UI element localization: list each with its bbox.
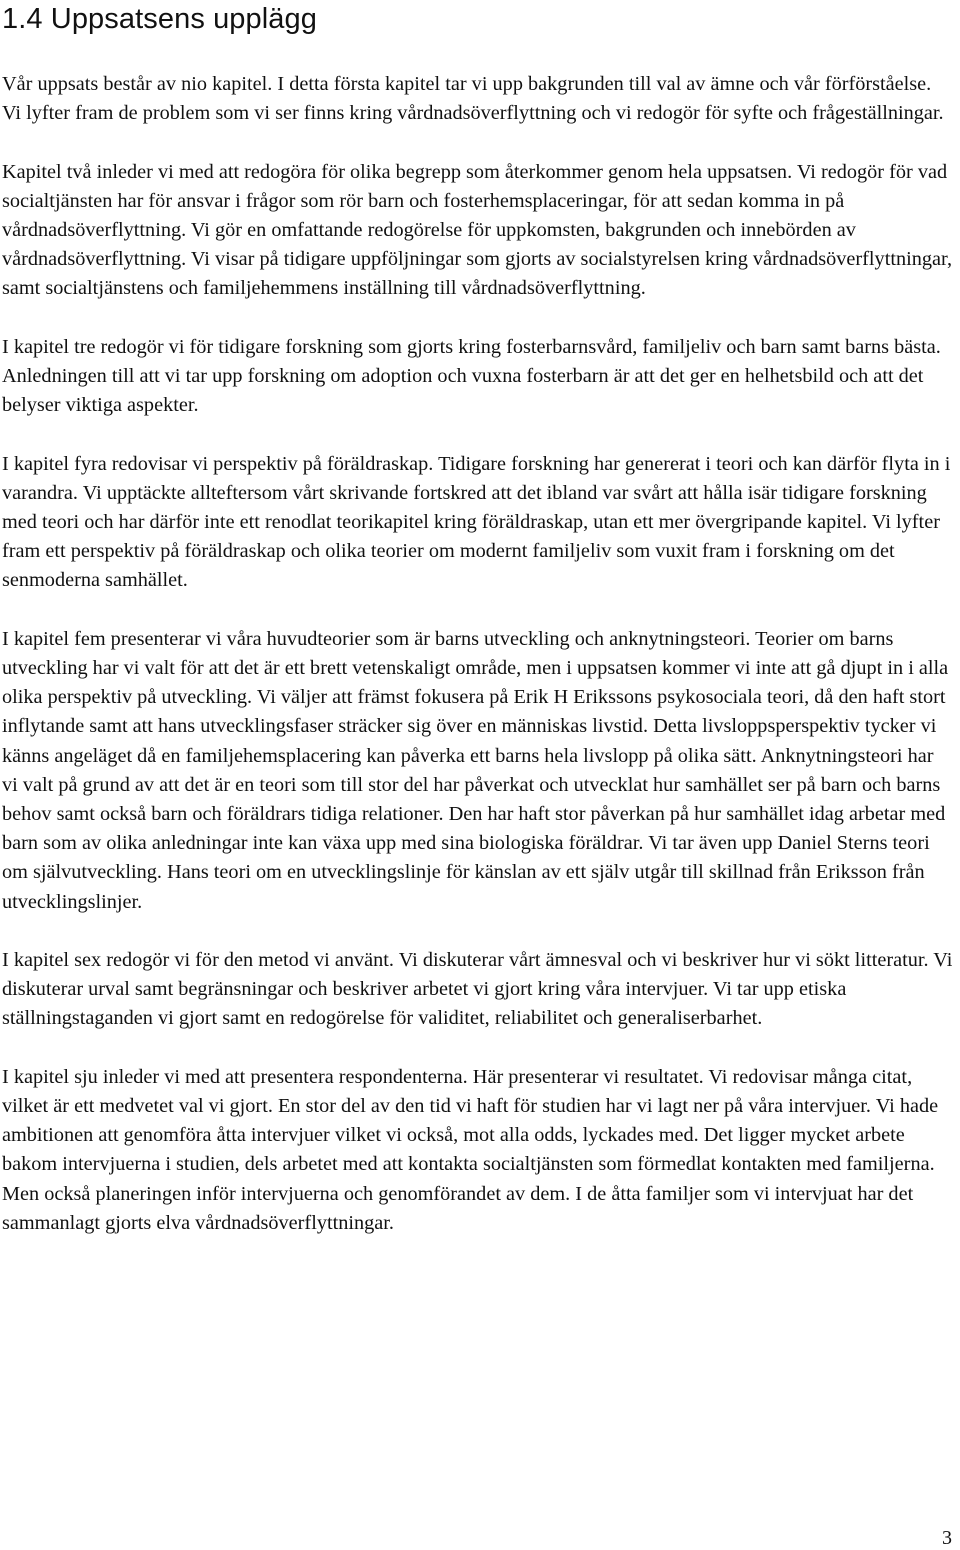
body-text [2, 70, 954, 1238]
page-number: 3 [942, 1527, 952, 1549]
paragraph-chapter-six: I kapitel sex redogör vi för den metod vi använt. Vi diskuterar vårt ämnesval och vi beskriver hur vi sökt litteratur. Vi diskuterar urval samt begränsningar och beskriver arbetet vi gjort kring våra intervjuer. Vi tar upp etiska ställningstaganden vi gjort samt en redogörelse för validitet, reliabilitet och generaliserbarhet. [2, 949, 953, 1030]
paragraph-chapter-five: I kapitel fem presenterar vi våra huvudteorier som är barns utveckling och anknytningsteori. Teorier om barns utveckling har vi valt för att det är ett brett vetenskaligt område, men i uppsatsen kommer vi inte att gå djupt in i alla olika perspektiv på utveckling. Vi väljer att främst fokusera på Erik H Erikssons psykosociala teori, då den haft stort inflytande samt att hans utvecklingsfaser sträcker sig över en människas livstid. Detta livsloppsperspektiv tycker vi känns angeläget då en familjehemsplacering kan påverka ett barns hela livslopp på olika sätt. Anknytningsteori har vi valt på grund av att det är en teori som till stor del har påverkat och utvecklat hur samhället ser på barn och barns behov samt också barn och föräldrars tidiga relationer. Den har haft stor påverkan på hur samhället idag arbetar med barn som av olika anledningar inte kan växa upp med sina biologiska föräldrar. Vi tar även upp Daniel Sterns teori om självutveckling. Hans teori om en utvecklingslinje för känslan av ett själv utgår till skillnad från Eriksson från utvecklingslinjer. [2, 627, 949, 913]
paragraph-chapter-three: I kapitel tre redogör vi för tidigare forskning som gjorts kring fosterbarnsvård, familjeliv och barn samt barns bästa. Anledningen till att vi tar upp forskning om adoption och vuxna fosterbarn är att det ger en helhetsbild och att det belyser viktiga aspekter. [2, 335, 941, 417]
paragraph-chapter-four: I kapitel fyra redovisar vi perspektiv på föräldraskap. Tidigare forskning har genererat i teori och kan därför flyta in i varandra. Vi upptäckte allteftersom vårt skrivande fortskred att det ibland var svårt att hålla isär tidigare forskning med teori och har därför inte ett renodlat teorikapitel kring föräldraskap, utan ett mer övergripande kapitel. Vi lyfter fram ett perspektiv på föräldraskap och olika teorier om modernt familjeliv som vuxit fram i forskning om det senmoderna samhället. [2, 452, 951, 592]
paragraph-chapter-two: Kapitel två inleder vi med att redogöra för olika begrepp som återkommer genom hela uppsatsen. Vi redogör för vad socialtjänsten har för ansvar i frågor som rör barn och fosterhemsplaceringar, för att sedan komma in på vårdnadsöverflyttning. Vi gör en omfattande redogörelse för uppkomsten, bakgrunden och innebörden av vårdnadsöverflyttning. Vi visar på tidigare uppföljningar som gjorts av socialstyrelsen kring vårdnadsöverflyttningar, samt socialtjänstens och familjehemmens inställning till vårdnadsöverflyttning. [2, 160, 953, 300]
section-title: 1.4 Uppsatsens upplägg [2, 3, 317, 35]
paragraph-intro: Vår uppsats består av nio kapitel. I detta första kapitel tar vi upp bakgrunden till val av ämne och vår förförståelse. Vi lyfter fram de problem som vi ser finns kring vårdnadsöverflyttning och vi redogör för syfte och frågeställningar. [2, 73, 944, 125]
paragraph-chapter-seven: I kapitel sju inleder vi med att presentera respondenterna. Här presenterar vi resultatet. Vi redovisar många citat, vilket är ett medvetet val vi gjort. En stor del av den tid vi haft för studien har vi lagt ner på våra intervjuer. Vi hade ambitionen att genomföra åtta intervjuer vilket vi också, mot alla odds, lyckades med. Det ligger mycket arbete bakom intervjuerna i studien, dels arbetet med att kontakta socialtjänsten som förmedlat kontakten med familjerna. Men också planeringen inför intervjuerna och genomförandet av dem. I de åtta familjer som vi intervjuat har det sammanlagt gjorts elva vårdnadsöverflyttningar. [2, 1065, 939, 1234]
